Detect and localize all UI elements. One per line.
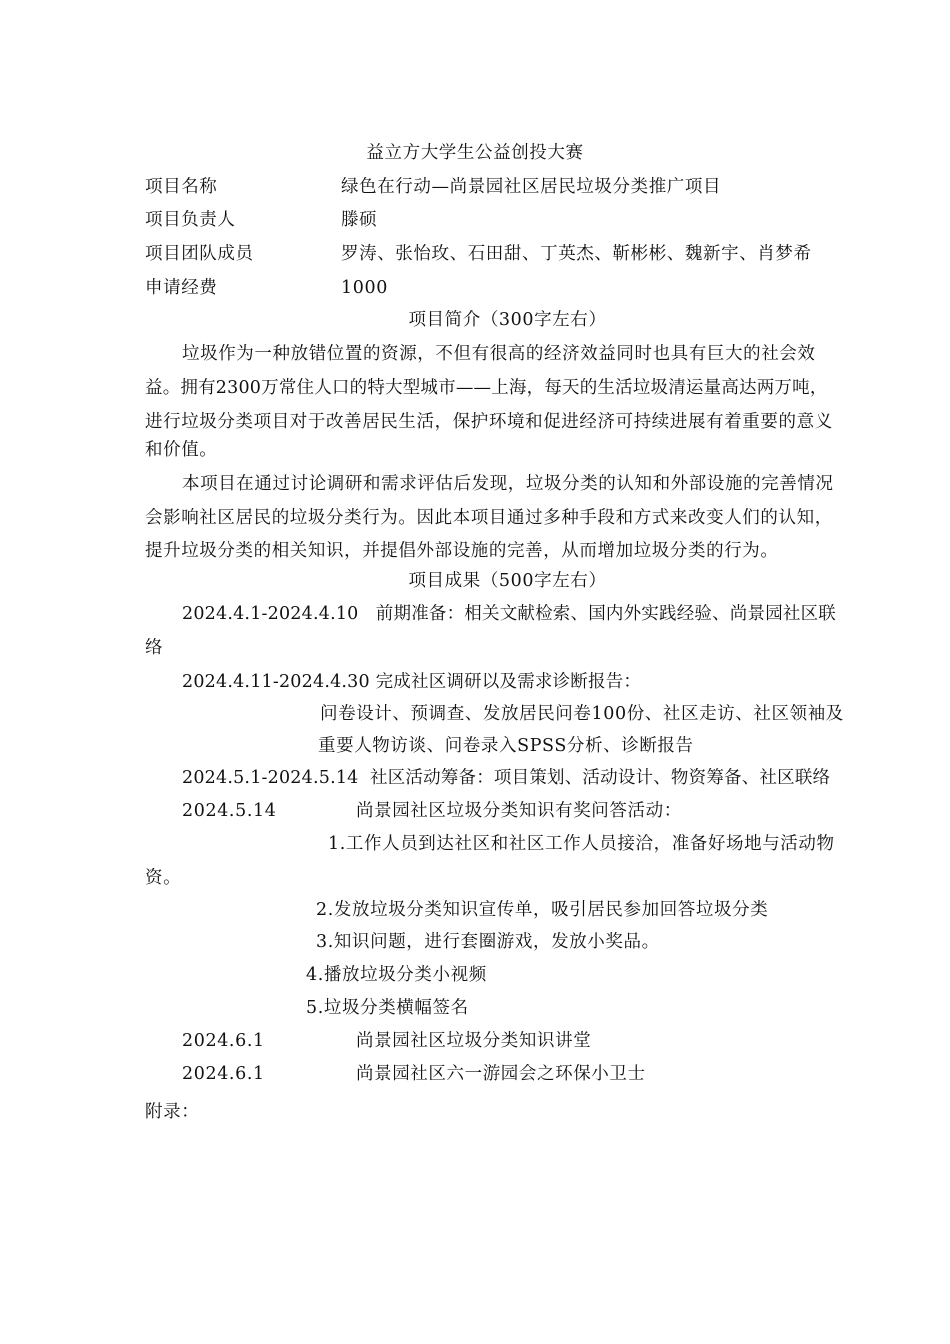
intro-paragraph-2-line: 本项目在通过讨论调研和需求评估后发现，垃圾分类的认知和外部设施的完善情况 (182, 474, 834, 494)
activity-step: 1.工作人员到达社区和社区工作人员接洽，准备好场地与活动物 (328, 834, 835, 854)
timeline-entry: 2024.4.11-2024.4.30 完成社区调研以及需求诊断报告： (182, 672, 642, 692)
activity-step: 4.播放垃圾分类小视频 (306, 965, 487, 985)
timeline-sub-line: 问卷设计、预调查、发放居民问卷100份、社区走访、社区领袖及 (320, 704, 844, 724)
activity-step: 5.垃圾分类横幅签名 (306, 998, 469, 1018)
timeline-date: 2024.6.1 (182, 1031, 265, 1051)
timeline-date: 2024.5.14 (182, 801, 277, 821)
results-heading: 项目成果（500字左右） (408, 571, 607, 591)
timeline-entry-continuation: 络 (145, 638, 164, 658)
intro-paragraph-1-line: 垃圾作为一种放错位置的资源，不但有很高的经济效益同时也具有巨大的社会效 (182, 344, 816, 364)
timeline-text: 尚景园社区六一游园会之环保小卫士 (356, 1064, 646, 1084)
intro-paragraph-1-line: 进行垃圾分类项目对于改善居民生活，保护环境和促进经济可持续进展有着重要的意义 (145, 412, 833, 432)
project-leader-label: 项目负责人 (145, 210, 236, 230)
timeline-text: 尚景园社区垃圾分类知识讲堂 (356, 1031, 592, 1051)
intro-paragraph-1-line: 和价值。 (145, 440, 218, 460)
funding-label: 申请经费 (145, 278, 218, 298)
intro-paragraph-2-line: 提升垃圾分类的相关知识，并提倡外部设施的完善，从而增加垃圾分类的行为。 (145, 541, 779, 561)
timeline-text: 尚景园社区垃圾分类知识有奖问答活动： (356, 801, 682, 821)
activity-step: 2.发放垃圾分类知识宣传单，吸引居民参加回答垃圾分类 (316, 900, 769, 920)
intro-heading: 项目简介（300字左右） (408, 310, 607, 330)
funding-value: 1000 (341, 278, 388, 298)
intro-paragraph-1-line: 益。拥有2300万常住人口的特大型城市——上海，每天的生活垃圾清运量高达两万吨， (145, 378, 828, 398)
activity-step: 3.知识问题，进行套圈游戏，发放小奖品。 (316, 932, 660, 952)
intro-paragraph-2-line: 会影响社区居民的垃圾分类行为。因此本项目通过多种手段和方式来改变人们的认知， (145, 508, 833, 528)
project-name-value: 绿色在行动—尚景园社区居民垃圾分类推广项目 (341, 177, 722, 197)
timeline-date: 2024.6.1 (182, 1064, 265, 1084)
team-members-value: 罗涛、张怡玫、石田甜、丁英杰、靳彬彬、魏新宇、肖梦希 (341, 244, 812, 264)
team-members-label: 项目团队成员 (145, 244, 254, 264)
timeline-entry: 2024.4.1-2024.4.10 前期准备：相关文献检索、国内外实践经验、尚景园社区联 (182, 604, 836, 624)
activity-step-continuation: 资。 (145, 868, 182, 888)
appendix-label: 附录： (145, 1102, 200, 1122)
project-name-label: 项目名称 (145, 177, 218, 197)
document-title: 益立方大学生公益创投大赛 (366, 143, 584, 163)
timeline-entry: 2024.5.1-2024.5.14 社区活动筹备：项目策划、活动设计、物资筹备、社区联络 (182, 768, 831, 788)
project-leader-value: 滕硕 (341, 210, 378, 230)
timeline-sub-line: 重要人物访谈、问卷录入SPSS分析、诊断报告 (318, 736, 694, 756)
